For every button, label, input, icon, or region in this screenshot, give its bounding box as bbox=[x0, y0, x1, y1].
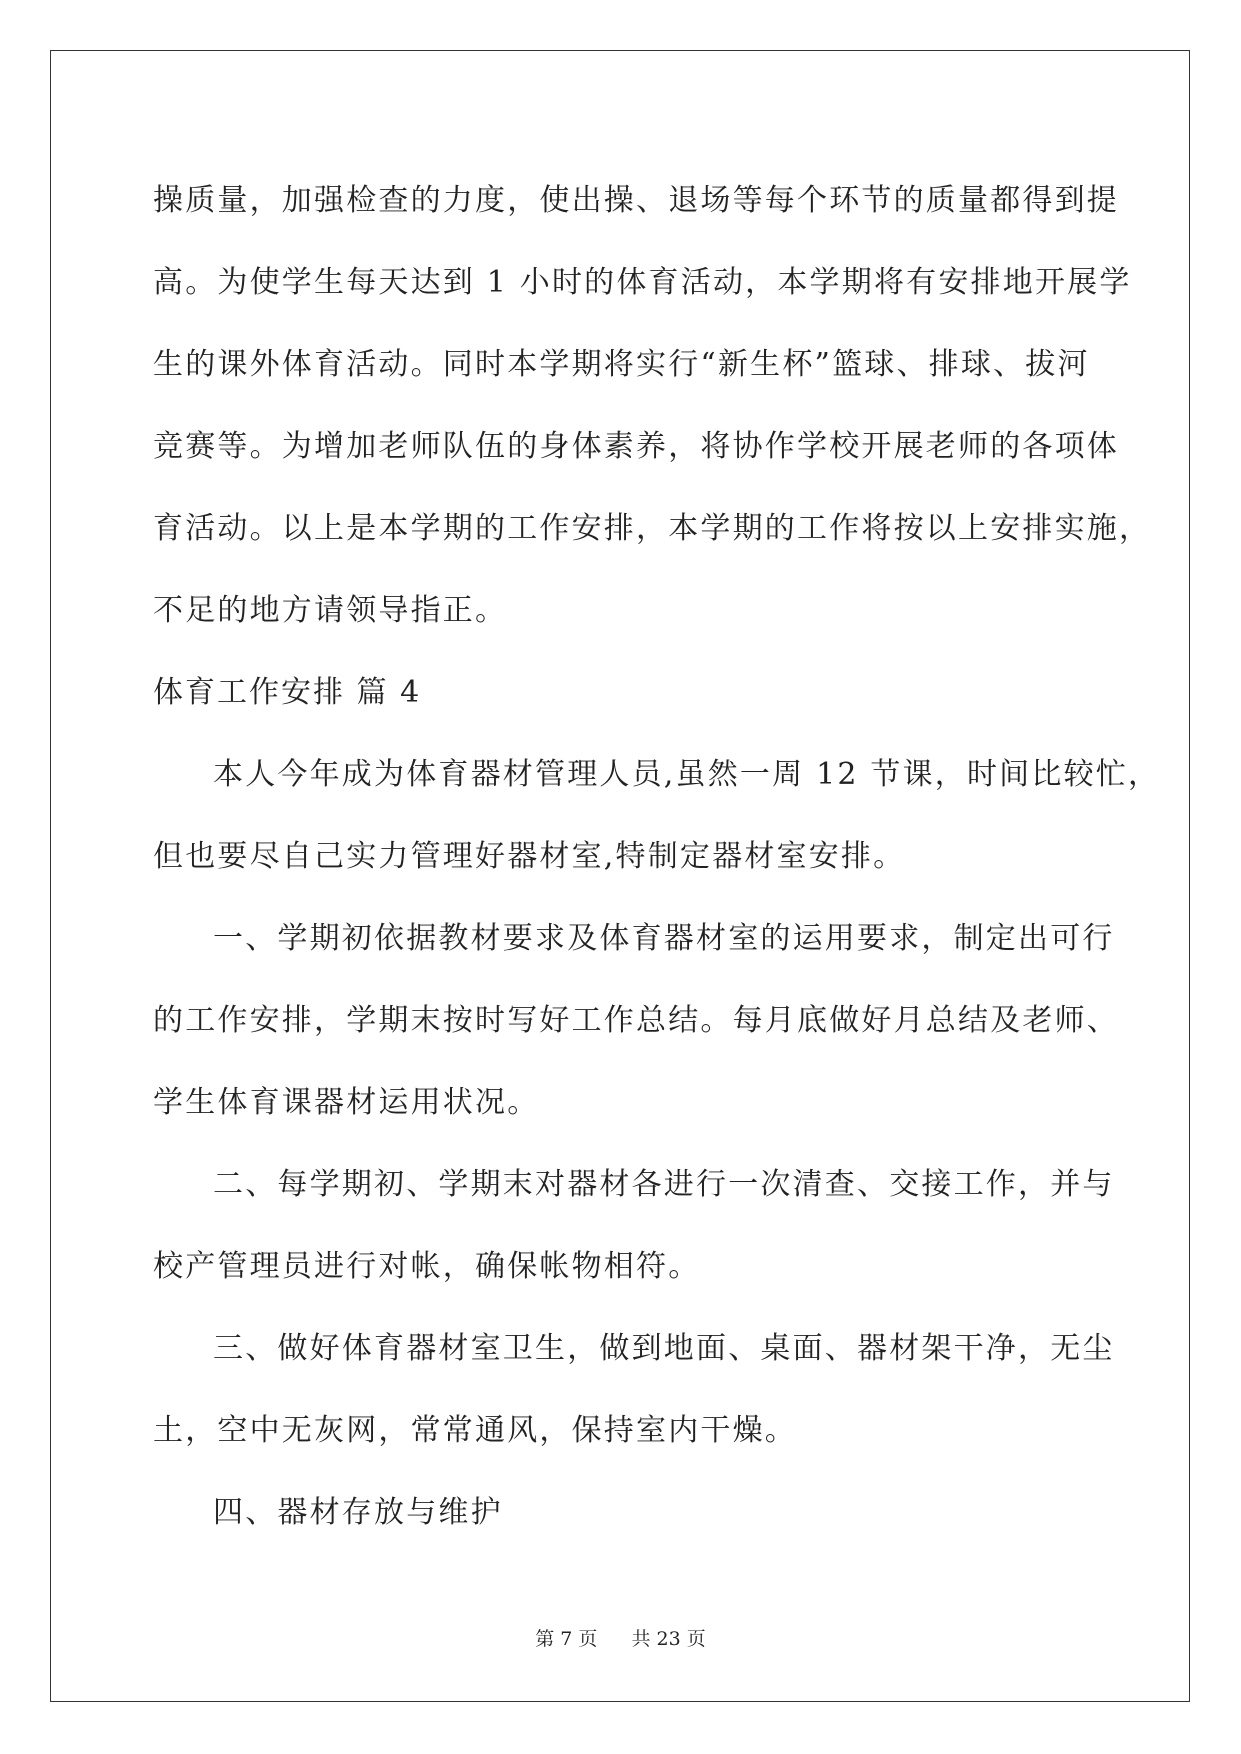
body-line: 二、每学期初、学期末对器材各进行一次清查、交接工作，并与 bbox=[213, 1167, 1115, 1202]
body-line: 不足的地方请领导指正。 bbox=[153, 593, 508, 628]
body-line: 的工作安排，学期末按时写好工作总结。每月底做好月总结及老师、 bbox=[153, 1003, 1119, 1038]
body-line: 一、学期初依据教材要求及体育器材室的运用要求，制定出可行 bbox=[213, 921, 1115, 956]
page-total: 共 23 页 bbox=[631, 1628, 706, 1650]
body-line: 学生体育课器材运用状况。 bbox=[153, 1085, 540, 1120]
body-line: 校产管理员进行对帐，确保帐物相符。 bbox=[153, 1249, 701, 1284]
body-line: 三、做好体育器材室卫生，做到地面、桌面、器材架干净，无尘 bbox=[213, 1331, 1115, 1366]
body-line: 四、器材存放与维护 bbox=[213, 1495, 503, 1530]
body-line: 高。为使学生每天达到 1 小时的体育活动，本学期将有安排地开展学 bbox=[153, 265, 1132, 300]
body-line: 生的课外体育活动。同时本学期将实行“新生杯”篮球、排球、拔河 bbox=[153, 347, 1090, 382]
body-line: 但也要尽自己实力管理好器材室,特制定器材室安排。 bbox=[153, 839, 906, 874]
page-footer bbox=[0, 1624, 1241, 1651]
body-line: 操质量，加强检查的力度，使出操、退场等每个环节的质量都得到提 bbox=[153, 183, 1119, 218]
section-heading: 体育工作安排 篇 4 bbox=[153, 675, 422, 710]
page-number: 第 7 页 bbox=[535, 1628, 598, 1650]
body-line: 本人今年成为体育器材管理人员,虽然一周 12 节课，时间比较忙， bbox=[213, 757, 1161, 792]
body-line: 育活动。以上是本学期的工作安排，本学期的工作将按以上安排实施， bbox=[153, 511, 1152, 546]
body-line: 土，空中无灰网，常常通风，保持室内干燥。 bbox=[153, 1413, 797, 1448]
body-line: 竞赛等。为增加老师队伍的身体素养，将协作学校开展老师的各项体 bbox=[153, 429, 1119, 464]
document-body bbox=[153, 160, 1161, 1554]
